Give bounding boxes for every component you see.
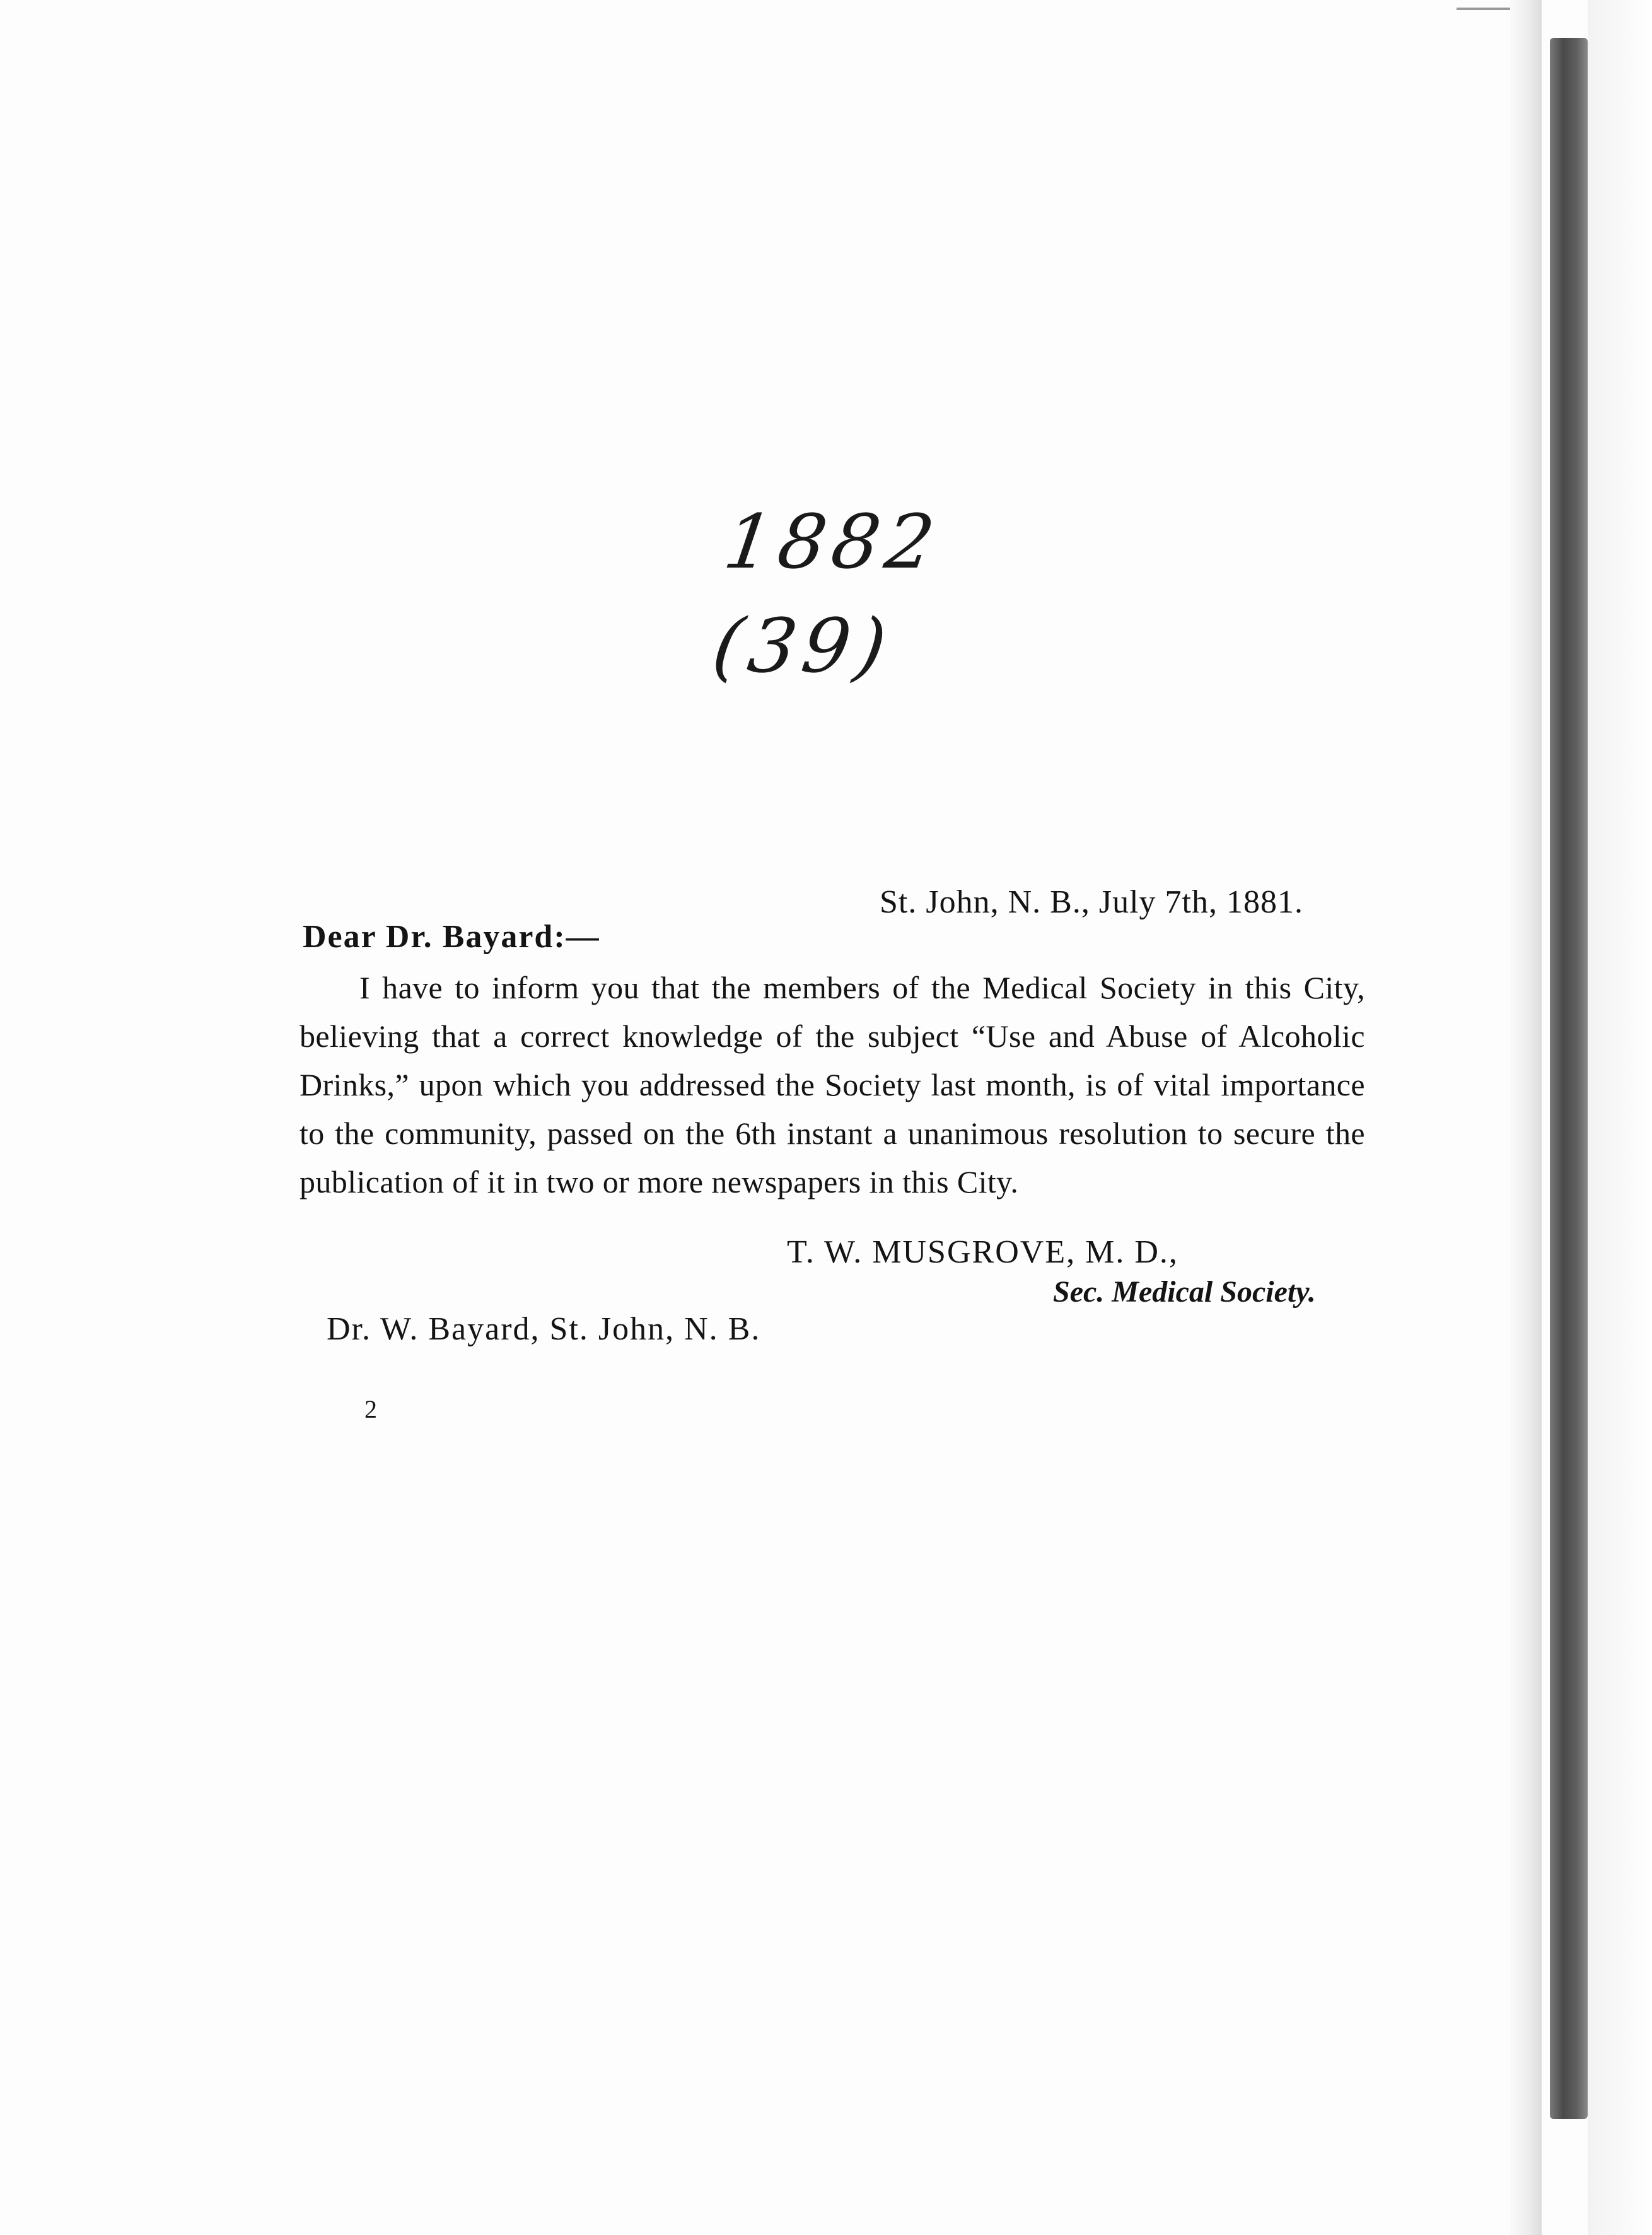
letter-signer-title: Sec. Medical Society.: [1053, 1275, 1316, 1309]
letter-addressee: Dr. W. Bayard, St. John, N. B.: [327, 1311, 761, 1347]
letter-greeting: Dear Dr. Bayard:—: [303, 919, 600, 955]
binding-gutter: [1510, 0, 1542, 2235]
handwritten-number: (39): [707, 602, 898, 689]
letter-signer: T. W. MUSGROVE, M. D.,: [787, 1234, 1178, 1270]
binding-shadow: [1550, 38, 1588, 2119]
handwritten-year: 1882: [719, 498, 946, 585]
page-number: 2: [364, 1395, 377, 1423]
letter-body: I have to inform you that the members of the Medical Society in this City, believing that a correct knowledge of the subject “Use and Abuse of Alcoholic Drinks,” upon which you addressed the Society last month, is of vital importance to the community, passed on the 6th instant a unanimous resolution to secure the publication of it in two or more newspapers in this City.: [300, 970, 1365, 1199]
letter-date: St. John, N. B., July 7th, 1881.: [880, 884, 1303, 920]
binding-edge: [1588, 0, 1652, 2235]
